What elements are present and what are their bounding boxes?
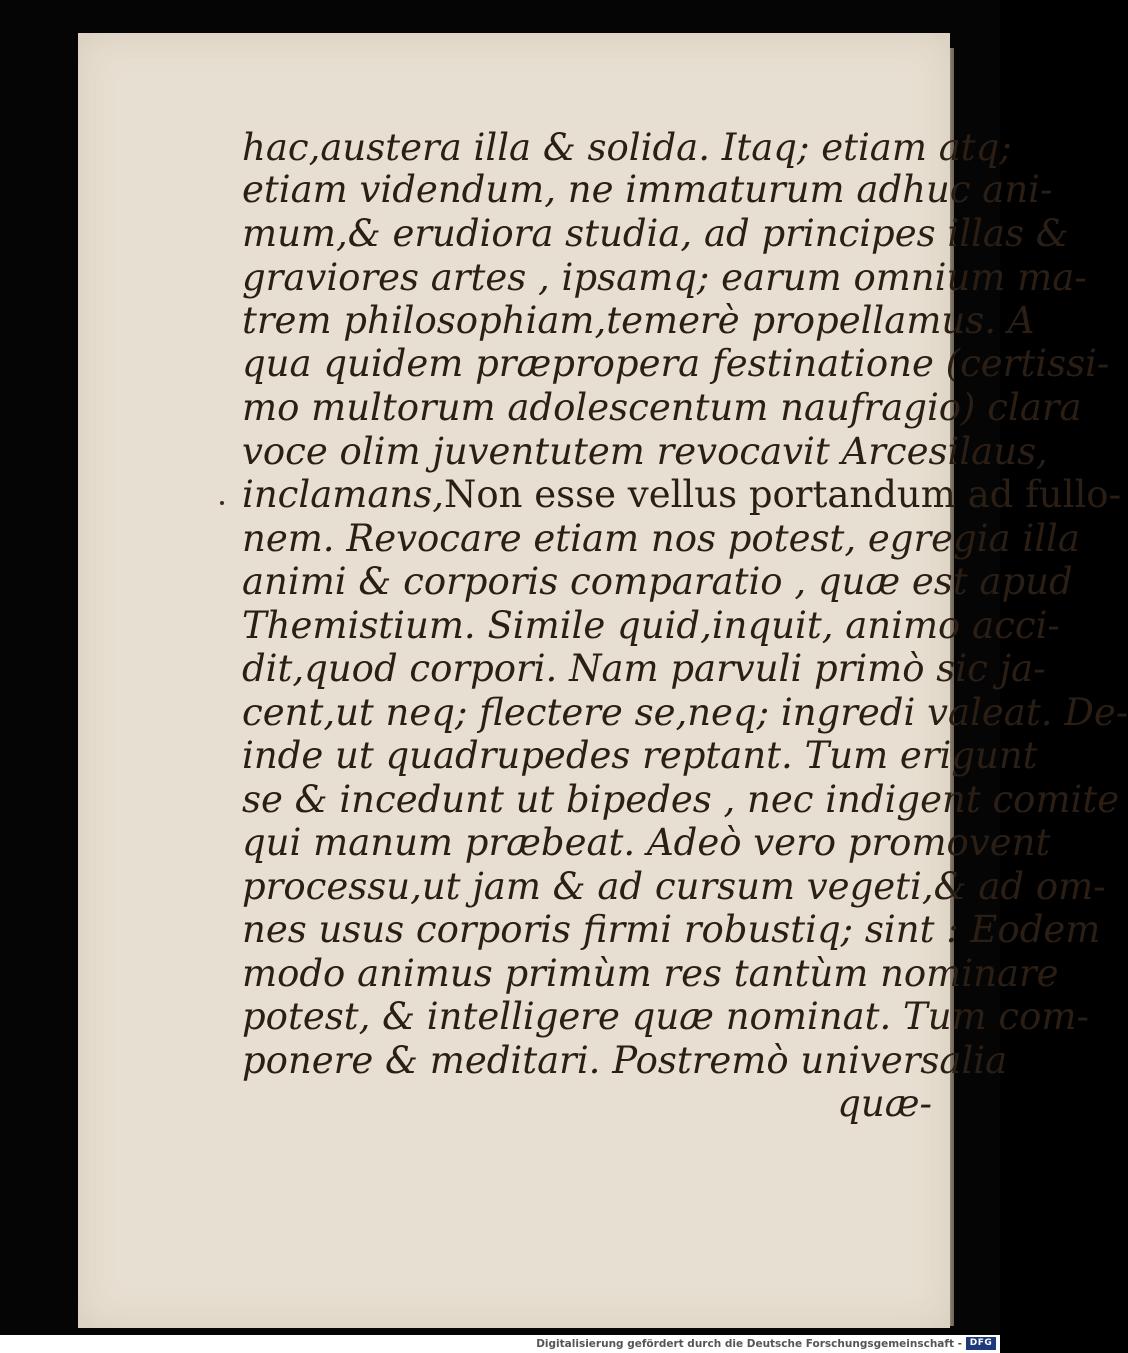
text-line: etiam videndum, ne immaturum adhuc ani- (242, 168, 1053, 211)
margin-mark (220, 501, 224, 505)
text-line: qui manum præbeat. Adeò vero promovent (242, 821, 1051, 864)
text-line: Themistium. Simile quid,inquit, animo acci- (242, 604, 1060, 647)
catchword: quæ- (837, 1082, 932, 1125)
text-line: inde ut quadrupedes reptant. Tum erigunt (242, 734, 1038, 777)
text-line: graviores artes , ipsamq; earum omnium ma- (242, 256, 1087, 299)
text-line: voce olim juventutem revocavit Arcesilaus, (242, 430, 1048, 473)
text-line: nem. Revocare etiam nos potest, egregia illa (242, 517, 1080, 560)
text-line: hac,austera illa & solida. Itaq; etiam atq; (242, 126, 1012, 169)
text-line: trem philosophiam,temerè propellamus. A (242, 299, 1035, 342)
text-line: se & incedunt ut bipedes , nec indigent comite (242, 778, 1120, 821)
page-text (78, 33, 1128, 1328)
text-line: qua quidem præpropera festinatione (certissi- (242, 342, 1110, 385)
text-line: mum,& erudiora studia, ad principes illas & (242, 212, 1069, 255)
text-line: ponere & meditari. Postremò universalia (242, 1039, 1008, 1082)
text-line: nes usus corporis firmi robustiq; sint : Eodem (242, 908, 1101, 951)
text-line-mixed (242, 473, 1122, 516)
text-line: processu,ut jam & ad cursum vegeti,& ad om- (242, 865, 1106, 908)
text-line: mo multorum adolescentum naufragio) clara (242, 386, 1082, 429)
text-line: dit,quod corpori. Nam parvuli primò sic ja- (242, 647, 1046, 690)
footer-credit: Digitalisierung gefördert durch die Deutsche Forschungsgemeinschaft - (536, 1338, 962, 1350)
book-page (78, 33, 1128, 1328)
text-roman-segment: Non esse vellus portandum ad fullo- (444, 473, 1122, 516)
text-italic-segment: inclamans, (242, 473, 445, 516)
text-line: animi & corporis comparatio , quæ est apud (242, 560, 1073, 603)
text-line: cent,ut neq; flectere se,neq; ingredi valeat. De- (242, 691, 1128, 734)
footer-bar (0, 1335, 1000, 1353)
text-line: modo animus primùm res tantùm nominare (242, 952, 1059, 995)
dfg-logo: DFG (966, 1337, 996, 1350)
text-line: potest, & intelligere quæ nominat. Tum com- (242, 995, 1089, 1038)
